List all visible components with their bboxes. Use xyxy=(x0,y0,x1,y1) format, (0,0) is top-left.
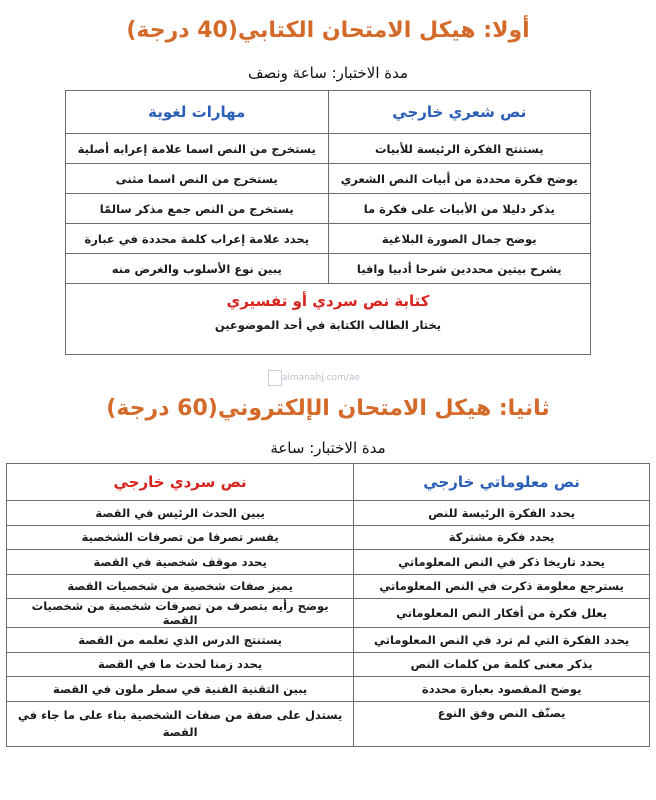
narrative-skill-cell: يستدل على صفة من صفات الشخصية بناء على ما جاء في القصة xyxy=(7,701,354,746)
language-skill-cell: يحدد علامة إعراب كلمة محددة في عبارة xyxy=(66,224,329,254)
table-header-row xyxy=(7,464,650,501)
table-row xyxy=(7,550,650,575)
header-informational-label: نص معلوماتي خارجي xyxy=(423,473,580,491)
table-row xyxy=(7,628,650,653)
section2-duration: مدة الاختبار: ساعة xyxy=(270,439,386,457)
header-informational-text xyxy=(354,464,650,501)
narrative-skill-cell: يوضح رأيه بتصرف من تصرفات شخصية من شخصيات القصة xyxy=(7,599,354,628)
poetry-skill-cell: يذكر دليلا من الأبيات على فكرة ما xyxy=(328,194,591,224)
language-skill-cell: يستخرج من النص جمع مذكر سالمًا xyxy=(66,194,329,224)
table-row xyxy=(7,501,650,526)
informational-skill-cell: يصنّف النص وفق النوع xyxy=(354,701,650,746)
table-header-row xyxy=(66,91,591,134)
narrative-skill-cell: يستنتج الدرس الذي تعلمه من القصة xyxy=(7,628,354,653)
table-row xyxy=(7,599,650,628)
narrative-skill-cell: يفسر تصرفا من تصرفات الشخصية xyxy=(7,525,354,550)
written-exam-table xyxy=(65,90,591,355)
narrative-skill-cell: يحدد موقف شخصية في القصة xyxy=(7,550,354,575)
table-row xyxy=(7,701,650,746)
table-row xyxy=(7,574,650,599)
informational-skill-cell: يحدد تاريخا ذكر في النص المعلوماتي xyxy=(354,550,650,575)
writing-note: يختار الطالب الكتابة في أحد الموضوعين xyxy=(214,318,442,332)
writing-section-cell xyxy=(66,284,591,355)
informational-skill-cell: يحدد فكرة مشتركة xyxy=(354,525,650,550)
table-row xyxy=(7,525,650,550)
poetry-skill-cell: يستنتج الفكرة الرئيسة للأبيات xyxy=(328,134,591,164)
table-row xyxy=(66,224,591,254)
informational-skill-cell: يحدد الفكرة التي لم ترد في النص المعلوماتي xyxy=(354,628,650,653)
section1-title: أولا: هيكل الامتحان الكتابي(40 درجة) xyxy=(126,18,530,43)
narrative-skill-cell: يحدد زمنا لحدث ما في القصة xyxy=(7,652,354,677)
section2-title: ثانيا: هيكل الامتحان الإلكتروني(60 درجة) xyxy=(106,396,550,421)
poetry-skill-cell: يشرح بيتين محددين شرحا أدبيا وافيا xyxy=(328,254,591,284)
language-skill-cell: يستخرج من النص اسما علامة إعرابه أصلية xyxy=(66,134,329,164)
watermark-text: almanahj.com/ae xyxy=(282,373,360,383)
table-row xyxy=(7,677,650,702)
poetry-skill-cell: يوضح فكرة محددة من أبيات النص الشعري xyxy=(328,164,591,194)
electronic-exam-table xyxy=(6,463,650,747)
language-skill-cell: يستخرج من النص اسما مثنى xyxy=(66,164,329,194)
narrative-skill-cell: يميز صفات شخصية من شخصيات القصة xyxy=(7,574,354,599)
poetry-skill-cell: يوضح جمال الصورة البلاغية xyxy=(328,224,591,254)
watermark-logo xyxy=(268,370,282,386)
header-language-skills: مهارات لغوية xyxy=(66,91,329,134)
informational-skill-cell: يسترجع معلومة ذكرت في النص المعلوماتي xyxy=(354,574,650,599)
header-poetry-text: نص شعري خارجي xyxy=(328,91,591,134)
table-row xyxy=(66,194,591,224)
table-row xyxy=(66,254,591,284)
table-row xyxy=(66,134,591,164)
informational-skill-cell: يحدد الفكرة الرئيسة للنص xyxy=(354,501,650,526)
narrative-skill-cell: يبين التقنية الفنية في سطر ملون في القصة xyxy=(7,677,354,702)
writing-section-row xyxy=(66,284,591,355)
narrative-skill-cell: يبين الحدث الرئيس في القصة xyxy=(7,501,354,526)
table-row xyxy=(7,652,650,677)
section1-duration: مدة الاختبار: ساعة ونصف xyxy=(247,64,409,82)
language-skill-cell: يبين نوع الأسلوب والغرض منه xyxy=(66,254,329,284)
header-narrative-text: نص سردي خارجي xyxy=(7,464,354,501)
informational-skill-cell: يذكر معنى كلمة من كلمات النص xyxy=(354,652,650,677)
writing-header: كتابة نص سردي أو تفسيري xyxy=(226,292,430,310)
table-row xyxy=(66,164,591,194)
informational-skill-cell: يوضح المقصود بعبارة محددة xyxy=(354,677,650,702)
informational-skill-cell: يعلل فكرة من أفكار النص المعلوماتي xyxy=(354,599,650,628)
